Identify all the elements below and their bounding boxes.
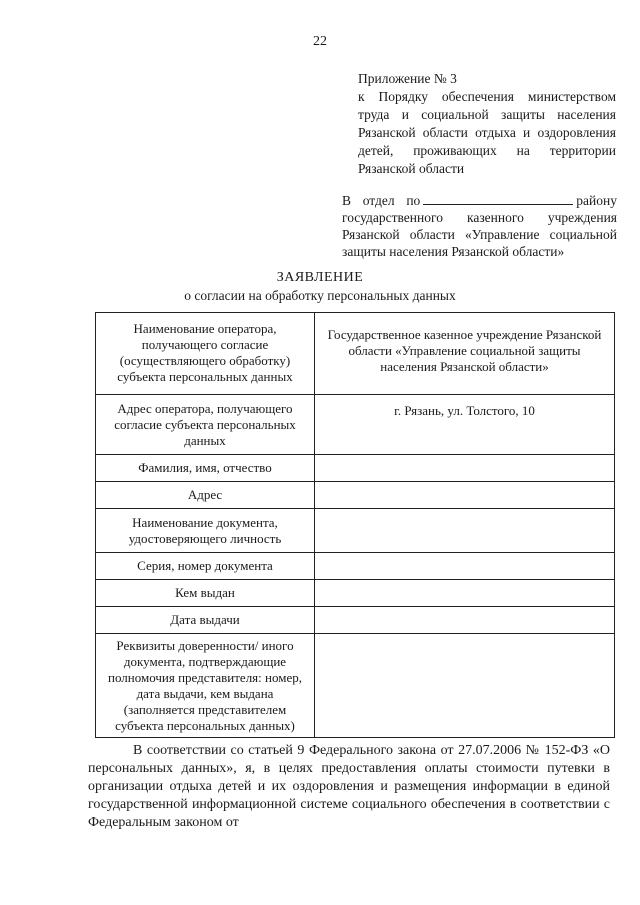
row-label: Серия, номер документа (96, 553, 315, 580)
row-value (315, 509, 615, 553)
table-row (96, 607, 615, 634)
consent-paragraph (88, 742, 610, 832)
document-title: ЗАЯВЛЕНИЕ (276, 270, 364, 285)
table-row (96, 482, 615, 509)
row-label: Кем выдан (96, 580, 315, 607)
row-value (315, 607, 615, 634)
addressee-suffix: району государственного казенного учреждения Рязанской области «Управление социальной защиты населения Рязанской области» (342, 193, 617, 259)
paragraph-text: В соответствии со статьей 9 Федерального закона от 27.07.2006 № 152-ФЗ «О персональных данных», я, в целях предоставления оплаты стоимости путевки в организации отдыха детей и их оздоровления и размещения информации в единой государственной информационной системе социального обеспечения в соответствии с Федеральным законом от (88, 743, 610, 830)
row-label: Фамилия, имя, отчество (96, 455, 315, 482)
table-row (96, 553, 615, 580)
row-value (315, 634, 615, 738)
consent-table (95, 312, 615, 738)
table-row (96, 634, 615, 738)
row-value: г. Рязань, ул. Толстого, 10 (315, 395, 615, 455)
table-row (96, 395, 615, 455)
row-value (315, 580, 615, 607)
row-label: Дата выдачи (96, 607, 315, 634)
page-number: 22 (313, 34, 327, 49)
addressee-prefix: В отдел по (342, 193, 421, 208)
district-blank-line (423, 193, 573, 205)
addressee-block (342, 192, 617, 260)
document-subtitle: о согласии на обработку персональных данных (184, 288, 456, 303)
row-value (315, 455, 615, 482)
table-row (96, 580, 615, 607)
row-value: Государственное казенное учреждение Рязанской области «Управление социальной защиты населения Рязанской области» (315, 313, 615, 395)
row-label: Наименование оператора, получающего согласие (осуществляющего обработку) субъекта персональных данных (96, 313, 315, 395)
row-label: Реквизиты доверенности/ иного документа, подтверждающие полномочия представителя: номер, дата выдачи, кем выдана (заполняется представителем субъекта персональных данных) (96, 634, 315, 738)
row-value (315, 553, 615, 580)
row-label: Адрес оператора, получающего согласие субъекта персональных данных (96, 395, 315, 455)
table-row (96, 455, 615, 482)
table-row (96, 313, 615, 395)
row-label: Наименование документа, удостоверяющего личность (96, 509, 315, 553)
appendix-text: к Порядку обеспечения министерством труда и социальной защиты населения Рязанской области отдыха и оздоровления детей, проживающих на территории Рязанской области (358, 89, 616, 176)
row-value (315, 482, 615, 509)
appendix-title: Приложение № 3 (358, 71, 457, 86)
row-label: Адрес (96, 482, 315, 509)
appendix-header (358, 70, 616, 178)
table-row (96, 509, 615, 553)
